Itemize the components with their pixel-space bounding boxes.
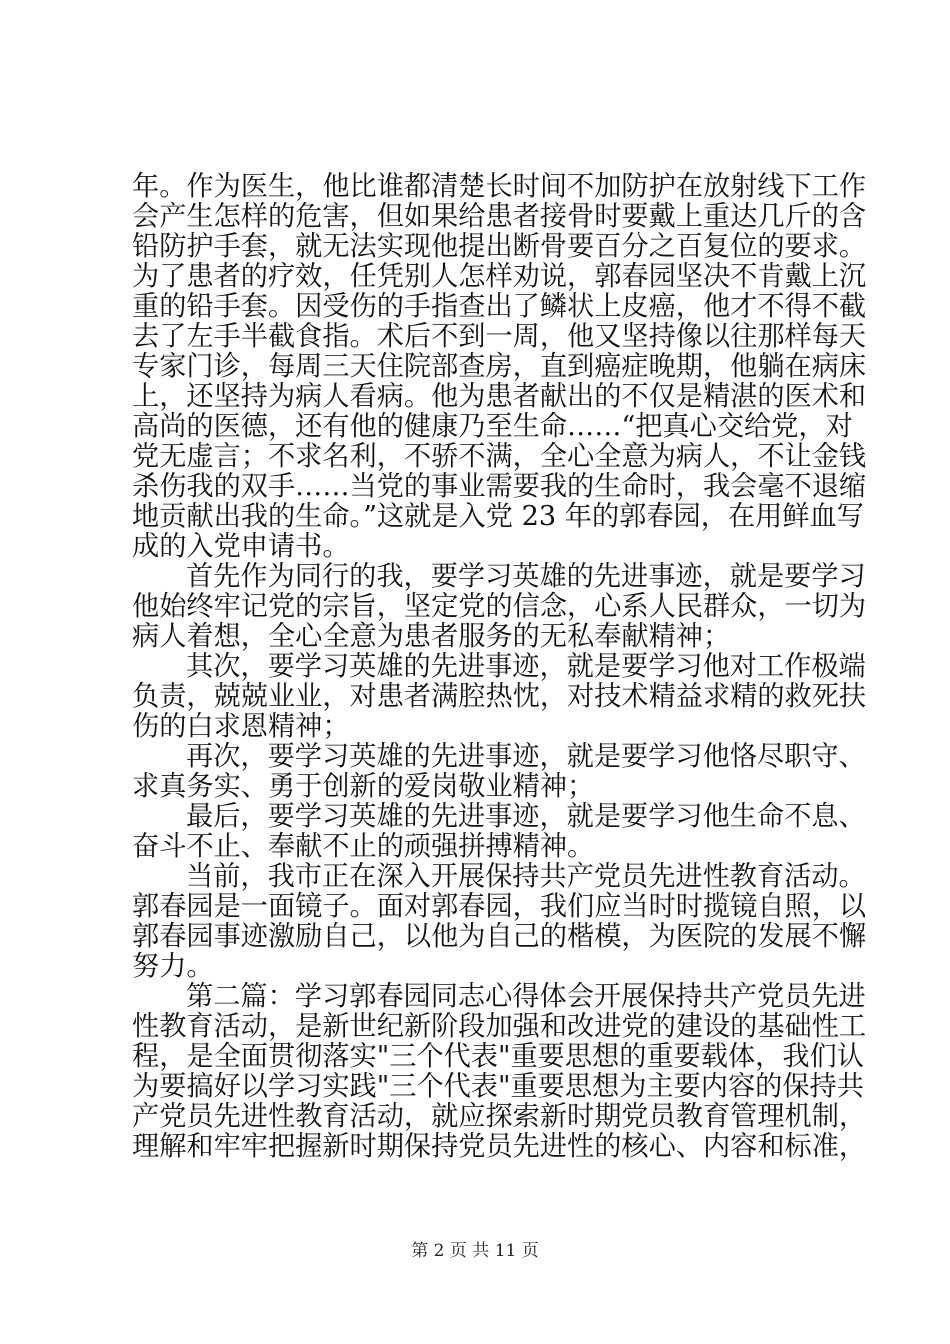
paragraph-first-line: 第二篇：学习郭春园同志心得体会开展保持共产党员先进 bbox=[186, 981, 866, 1012]
text-line: 性教育活动，是新世纪新阶段加强和改进党的建设的基础性工 bbox=[132, 1011, 867, 1042]
document-body bbox=[132, 171, 867, 1162]
text-line: 杀伤我的双手……当党的事业需要我的生命时，我会毫不退缩 bbox=[132, 471, 867, 502]
text-line: 为要搞好以学习实践"三个代表"重要思想为主要内容的保持共 bbox=[132, 1071, 864, 1102]
text-line: 他始终牢记党的宗旨，坚定党的信念，心系人民群众，一切为 bbox=[132, 591, 867, 622]
text-line: 程，是全面贯彻落实"三个代表"重要思想的重要载体，我们认 bbox=[132, 1041, 864, 1072]
page-number-footer: 第 2 页 共 11 页 bbox=[411, 1241, 539, 1261]
text-line: 地贡献出我的生命。”这就是入党 23 年的郭春园，在用鲜血写 bbox=[132, 501, 864, 532]
text-line: 铅防护手套，就无法实现他提出断骨要百分之百复位的要求。 bbox=[132, 231, 867, 262]
text-line: 上，还坚持为病人看病。他为患者献出的不仅是精湛的医术和 bbox=[132, 381, 867, 412]
text-line: 病人着想，全心全意为患者服务的无私奉献精神； bbox=[132, 621, 731, 652]
paragraph-first-line: 其次，要学习英雄的先进事迹，就是要学习他对工作极端 bbox=[186, 651, 866, 682]
text-line: 努力。 bbox=[132, 951, 214, 982]
paragraph-first-line: 最后，要学习英雄的先进事迹，就是要学习他生命不息、 bbox=[186, 801, 866, 832]
text-line: 负责，兢兢业业，对患者满腔热忱，对技术精益求精的救死扶 bbox=[132, 681, 867, 712]
paragraph-first-line: 再次，要学习英雄的先进事迹，就是要学习他恪尽职守、 bbox=[186, 741, 866, 772]
text-line: 会产生怎样的危害，但如果给患者接骨时要戴上重达几斤的含 bbox=[132, 201, 867, 232]
text-line: 郭春园是一面镜子。面对郭春园，我们应当时时揽镜自照，以 bbox=[132, 891, 867, 922]
text-line: 年。作为医生，他比谁都清楚长时间不加防护在放射线下工作 bbox=[132, 171, 867, 202]
text-line: 去了左手半截食指。术后不到一周，他又坚持像以往那样每天 bbox=[132, 321, 867, 352]
text-line: 高尚的医德，还有他的健康乃至生命……“把真心交给党，对 bbox=[132, 411, 853, 442]
text-line: 为了患者的疗效，任凭别人怎样劝说，郭春园坚决不肯戴上沉 bbox=[132, 261, 867, 292]
text-line: 成的入党申请书。 bbox=[132, 531, 350, 562]
paragraph-first-line: 首先作为同行的我，要学习英雄的先进事迹，就是要学习 bbox=[186, 561, 866, 592]
text-line: 奋斗不止、奉献不止的顽强拼搏精神。 bbox=[132, 831, 595, 862]
text-line: 重的铅手套。因受伤的手指查出了鳞状上皮癌，他才不得不截 bbox=[132, 291, 867, 322]
text-line: 郭春园事迹激励自己，以他为自己的楷模，为医院的发展不懈 bbox=[132, 921, 867, 952]
text-line: 理解和牢牢把握新时期保持党员先进性的核心、内容和标准， bbox=[132, 1131, 867, 1162]
text-line: 产党员先进性教育活动，就应探索新时期党员教育管理机制， bbox=[132, 1101, 867, 1132]
text-line: 伤的白求恩精神； bbox=[132, 711, 350, 742]
text-line: 党无虚言；不求名利，不骄不满，全心全意为病人，不让金钱 bbox=[132, 441, 867, 472]
paragraph-first-line: 当前，我市正在深入开展保持共产党员先进性教育活动。 bbox=[186, 861, 866, 892]
text-line: 求真务实、勇于创新的爱岗敬业精神； bbox=[132, 771, 595, 802]
text-line: 专家门诊，每周三天住院部查房，直到癌症晚期，他躺在病床 bbox=[132, 351, 867, 382]
